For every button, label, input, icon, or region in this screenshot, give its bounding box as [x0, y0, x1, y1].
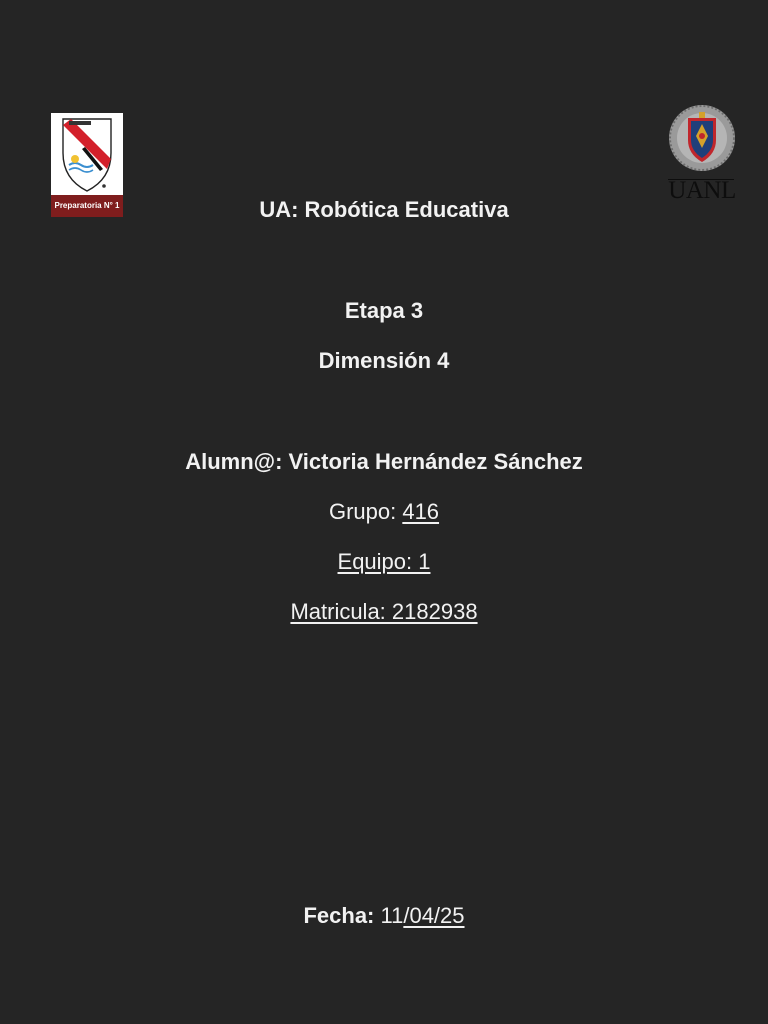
group-label: Grupo: — [328, 499, 403, 524]
group-line — [0, 498, 768, 526]
date-day: 11 — [374, 903, 404, 928]
uanl-seal-icon — [664, 100, 740, 176]
enrollment-value: Matricula: 2182938 — [290, 599, 478, 624]
student-name: Alumn@: Victoria Hernández Sánchez — [185, 449, 583, 474]
date-line — [0, 902, 768, 930]
uanl-wordmark: UANL — [668, 177, 736, 204]
dimension-label: Dimensión 4 — [318, 348, 450, 373]
group-value: 416 — [402, 499, 440, 524]
prepa-logo-caption: Preparatoria N° 1 — [51, 195, 123, 217]
enrollment-line — [0, 598, 768, 626]
etapa-label: Etapa 3 — [344, 298, 424, 323]
prepa-shield-icon — [51, 113, 123, 197]
subject-title: UA: Robótica Educativa — [259, 197, 509, 222]
team-line — [0, 548, 768, 576]
date-month-year: /04/25 — [403, 903, 465, 928]
team-value: Equipo: 1 — [337, 549, 431, 574]
date-label: Fecha: — [303, 903, 375, 928]
